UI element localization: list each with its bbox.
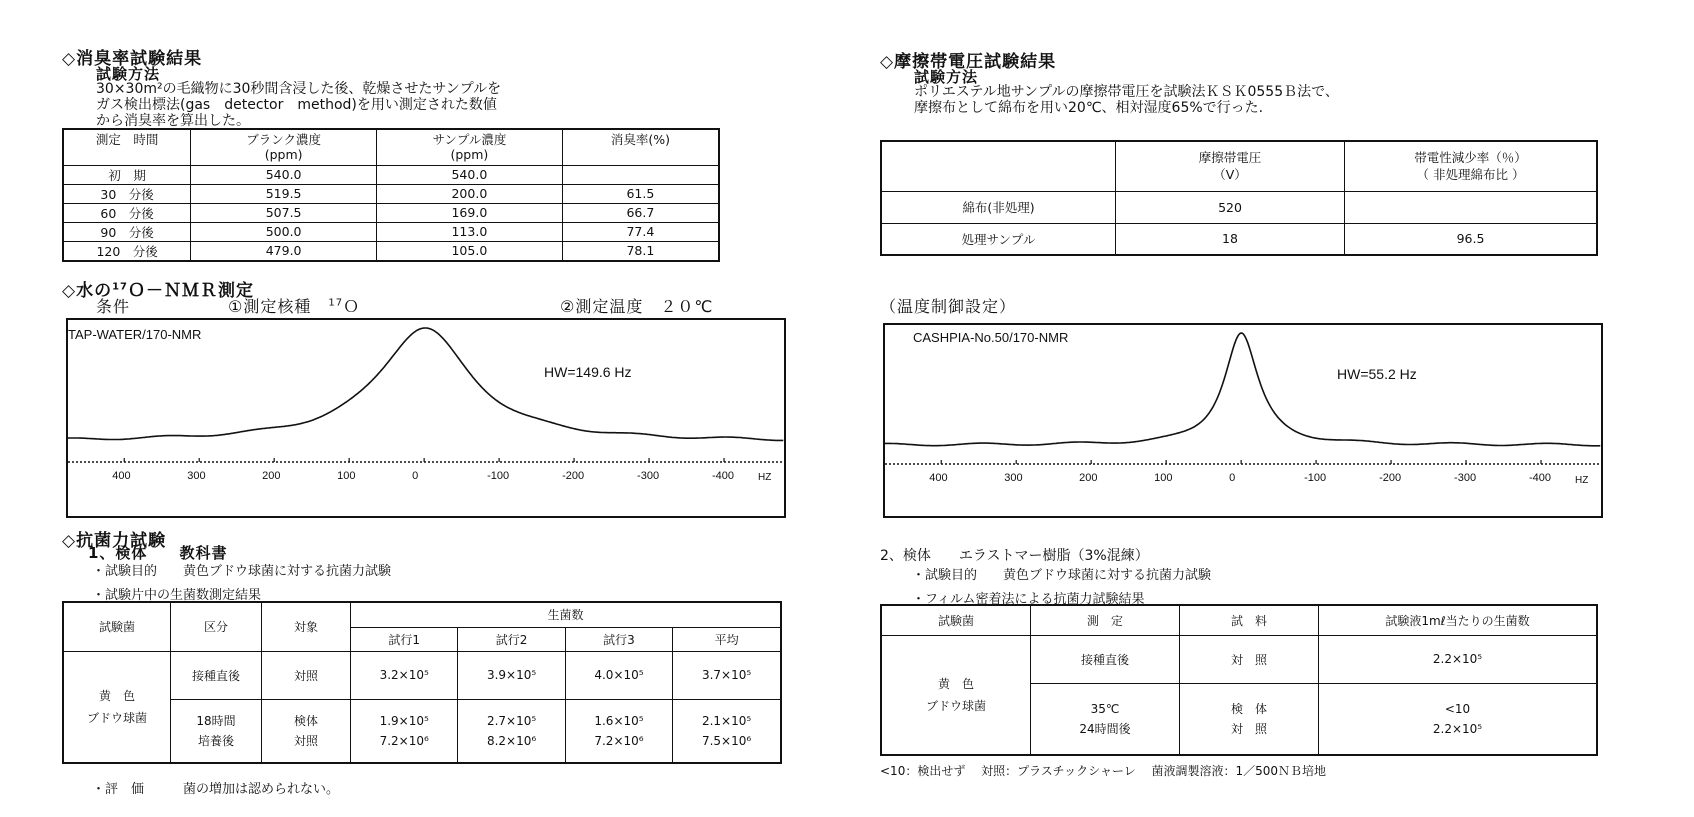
table-cell: 綿布(非処理) bbox=[881, 191, 1116, 223]
antibac-item2: 2、検体 エラストマー樹脂（3%混練） bbox=[880, 548, 1149, 564]
table-header-row bbox=[63, 129, 719, 165]
table-cell: 18時間 培養後 bbox=[171, 699, 262, 763]
nmr-title: ◇水の$^{17}$Ｏ－ＮＭＲ測定 bbox=[62, 281, 254, 301]
x-tick-label: 100 bbox=[337, 470, 356, 482]
table-cell: 60 分後 bbox=[63, 203, 191, 222]
header-cell: 試験菌 bbox=[881, 605, 1031, 635]
table-cell bbox=[562, 165, 719, 184]
chart-title: TAP-WATER/170-NMR bbox=[68, 327, 202, 342]
header-cell: ブランク濃度 (ppm) bbox=[191, 129, 377, 165]
nmr-chart-2 bbox=[883, 323, 1603, 518]
table-cell: 105.0 bbox=[377, 241, 563, 261]
axis-unit-label: HZ bbox=[758, 472, 772, 483]
table-cell: 3.2×10⁵ bbox=[351, 651, 458, 699]
deodor-method-line: ガス検出標法(gas detector method)を用い測定された数値 bbox=[96, 97, 497, 113]
antibac-item1-purpose: ・試験目的 黄色ブドウ球菌に対する抗菌力試験 bbox=[92, 564, 392, 579]
table-cell: 初 期 bbox=[63, 165, 191, 184]
nmr-condition-2: ②測定温度 ２０℃ bbox=[560, 297, 714, 316]
header-cell: 試行1 bbox=[351, 627, 458, 651]
antibac-item1: 1、検体 教科書 bbox=[88, 544, 228, 562]
table-cell: 1.6×10⁵ 7.2×10⁶ bbox=[565, 699, 672, 763]
static-title: ◇摩擦帯電圧試験結果 bbox=[880, 52, 1057, 72]
table-cell: 処理サンプル bbox=[881, 223, 1116, 255]
header-cell: 消臭率(%) bbox=[562, 129, 719, 165]
nmr-condition-label: 条件 bbox=[96, 297, 131, 316]
x-tick-label: -200 bbox=[562, 470, 585, 482]
antibac-footnote: <10：検出せず 対照：プラスチックシャーレ 菌液調製溶液：1／500ＮＢ培地 bbox=[880, 764, 1327, 778]
spectrum-line bbox=[68, 328, 783, 440]
table-row bbox=[63, 203, 719, 222]
header-cell: 試 料 bbox=[1180, 605, 1319, 635]
x-tick-label: -100 bbox=[487, 470, 510, 482]
header-cell: 区分 bbox=[171, 602, 262, 651]
header-cell: 試行3 bbox=[565, 627, 672, 651]
table-cell: 接種直後 bbox=[1031, 635, 1180, 683]
header-cell bbox=[881, 141, 1116, 191]
spectrum-line bbox=[885, 333, 1600, 446]
table-cell: 77.4 bbox=[562, 222, 719, 241]
table-cell: 2.1×10⁵ 7.5×10⁶ bbox=[673, 699, 781, 763]
table-cell: 2.7×10⁵ 8.2×10⁶ bbox=[458, 699, 565, 763]
table-cell: 78.1 bbox=[562, 241, 719, 261]
x-tick-label: -300 bbox=[637, 470, 660, 482]
nmr-condition-3: （温度制御設定） bbox=[880, 297, 1017, 316]
table-cell: 520 bbox=[1116, 191, 1345, 223]
nmr-condition-1: ①測定核種 $^{17}$Ｏ bbox=[228, 297, 361, 316]
header-cell: 対象 bbox=[262, 602, 351, 651]
antibac-item2-purpose: ・試験目的 黄色ブドウ球菌に対する抗菌力試験 bbox=[912, 568, 1212, 583]
static-method-heading: 試験方法 bbox=[914, 68, 979, 86]
table-cell: 479.0 bbox=[191, 241, 377, 261]
antibac-table-2 bbox=[880, 604, 1598, 756]
table-row bbox=[881, 635, 1597, 683]
antibac-item1-caption: ・試験片中の生菌数測定結果 bbox=[92, 588, 262, 603]
table-row bbox=[881, 191, 1597, 223]
table-cell: 4.0×10⁵ bbox=[565, 651, 672, 699]
table-cell: 35℃ 24時間後 bbox=[1031, 683, 1180, 755]
nmr-chart-1 bbox=[66, 318, 786, 518]
static-table bbox=[880, 140, 1598, 256]
table-cell: 接種直後 bbox=[171, 651, 262, 699]
x-tick-label: 300 bbox=[1004, 472, 1023, 484]
table-row bbox=[63, 165, 719, 184]
x-tick-label: -300 bbox=[1454, 472, 1477, 484]
table-cell: 対照 bbox=[262, 651, 351, 699]
table-cell: 507.5 bbox=[191, 203, 377, 222]
static-method-line: ポリエステル地サンプルの摩擦帯電圧を試験法ＫＳＫ0555Ｂ法で、 bbox=[914, 84, 1339, 100]
header-cell: 生菌数 bbox=[351, 602, 782, 627]
table-cell: 18 bbox=[1116, 223, 1345, 255]
header-cell: 試験菌 bbox=[63, 602, 171, 651]
antibac-table-1 bbox=[62, 601, 782, 764]
nmr-chart-2-plot bbox=[885, 325, 1601, 516]
deodor-method-line: 30×30m²の毛織物に30秒間含浸した後、乾燥させたサンプルを bbox=[96, 81, 502, 97]
table-cell: <10 2.2×10⁵ bbox=[1319, 683, 1598, 755]
header-cell: 測 定 bbox=[1031, 605, 1180, 635]
header-cell: 帯電性減少率（％） （ 非処理綿布比 ） bbox=[1345, 141, 1598, 191]
table-cell: 2.2×10⁵ bbox=[1319, 635, 1598, 683]
x-tick-label: -400 bbox=[1529, 472, 1552, 484]
table-cell: 66.7 bbox=[562, 203, 719, 222]
deodor-table bbox=[62, 128, 720, 262]
x-tick-label: -100 bbox=[1304, 472, 1327, 484]
table-row bbox=[63, 241, 719, 261]
table-cell: 黄 色 ブドウ球菌 bbox=[63, 651, 171, 763]
antibac-title: ◇抗菌力試験 bbox=[62, 531, 167, 551]
table-cell: 540.0 bbox=[377, 165, 563, 184]
antibac-evaluation: ・評 価 菌の増加は認められない。 bbox=[92, 782, 340, 797]
x-tick-label: 200 bbox=[262, 470, 281, 482]
header-cell: 試行2 bbox=[458, 627, 565, 651]
table-cell: 30 分後 bbox=[63, 184, 191, 203]
chart-annotation: HW=149.6 Hz bbox=[544, 364, 632, 380]
table-cell: 検体 対照 bbox=[262, 699, 351, 763]
header-cell: サンプル濃度 (ppm) bbox=[377, 129, 563, 165]
x-tick-label: -400 bbox=[712, 470, 735, 482]
header-cell: 平均 bbox=[673, 627, 781, 651]
table-row bbox=[63, 222, 719, 241]
table-cell: 169.0 bbox=[377, 203, 563, 222]
table-cell: 90 分後 bbox=[63, 222, 191, 241]
x-tick-label: 400 bbox=[112, 470, 131, 482]
deodor-method-heading: 試験方法 bbox=[96, 65, 161, 83]
x-tick-label: 400 bbox=[929, 472, 948, 484]
table-cell: 1.9×10⁵ 7.2×10⁶ bbox=[351, 699, 458, 763]
table-cell: 500.0 bbox=[191, 222, 377, 241]
table-row bbox=[63, 651, 781, 699]
table-cell: 3.7×10⁵ bbox=[673, 651, 781, 699]
table-row bbox=[881, 223, 1597, 255]
table-cell: 120 分後 bbox=[63, 241, 191, 261]
table-cell: 96.5 bbox=[1345, 223, 1598, 255]
table-cell: 61.5 bbox=[562, 184, 719, 203]
x-tick-label: 200 bbox=[1079, 472, 1098, 484]
table-header-row bbox=[63, 602, 781, 627]
table-cell: 519.5 bbox=[191, 184, 377, 203]
table-cell: 検 体 対 照 bbox=[1180, 683, 1319, 755]
table-row bbox=[63, 699, 781, 763]
table-header-row bbox=[881, 141, 1597, 191]
table-cell: 対 照 bbox=[1180, 635, 1319, 683]
x-tick-label: 100 bbox=[1154, 472, 1173, 484]
chart-title: CASHPIA-No.50/170-NMR bbox=[913, 330, 1069, 345]
table-cell: 113.0 bbox=[377, 222, 563, 241]
nmr-chart-1-plot bbox=[68, 320, 784, 516]
chart-annotation: HW=55.2 Hz bbox=[1337, 366, 1417, 382]
table-cell: 3.9×10⁵ bbox=[458, 651, 565, 699]
x-tick-label: 300 bbox=[187, 470, 206, 482]
axis-unit-label: HZ bbox=[1575, 475, 1589, 486]
static-method-line: 摩擦布として綿布を用い20℃、相対湿度65%で行った. bbox=[914, 100, 1264, 116]
x-tick-label: 0 bbox=[1229, 472, 1236, 484]
table-cell: 200.0 bbox=[377, 184, 563, 203]
deodor-method-line: から消臭率を算出した。 bbox=[96, 113, 250, 129]
deodor-title: ◇消臭率試験結果 bbox=[62, 49, 203, 69]
header-cell: 測定 時間 bbox=[63, 129, 191, 165]
header-cell: 摩擦帯電圧 （V） bbox=[1116, 141, 1345, 191]
table-cell: 540.0 bbox=[191, 165, 377, 184]
table-header-row bbox=[881, 605, 1597, 635]
table-cell: 黄 色 ブドウ球菌 bbox=[881, 635, 1031, 755]
header-cell: 試験液1mℓ当たりの生菌数 bbox=[1319, 605, 1598, 635]
antibac-item2-caption: ・フィルム密着法による抗菌力試験結果 bbox=[912, 592, 1145, 607]
table-cell bbox=[1345, 191, 1598, 223]
x-tick-label: 0 bbox=[412, 470, 419, 482]
table-row bbox=[63, 184, 719, 203]
x-tick-label: -200 bbox=[1379, 472, 1402, 484]
